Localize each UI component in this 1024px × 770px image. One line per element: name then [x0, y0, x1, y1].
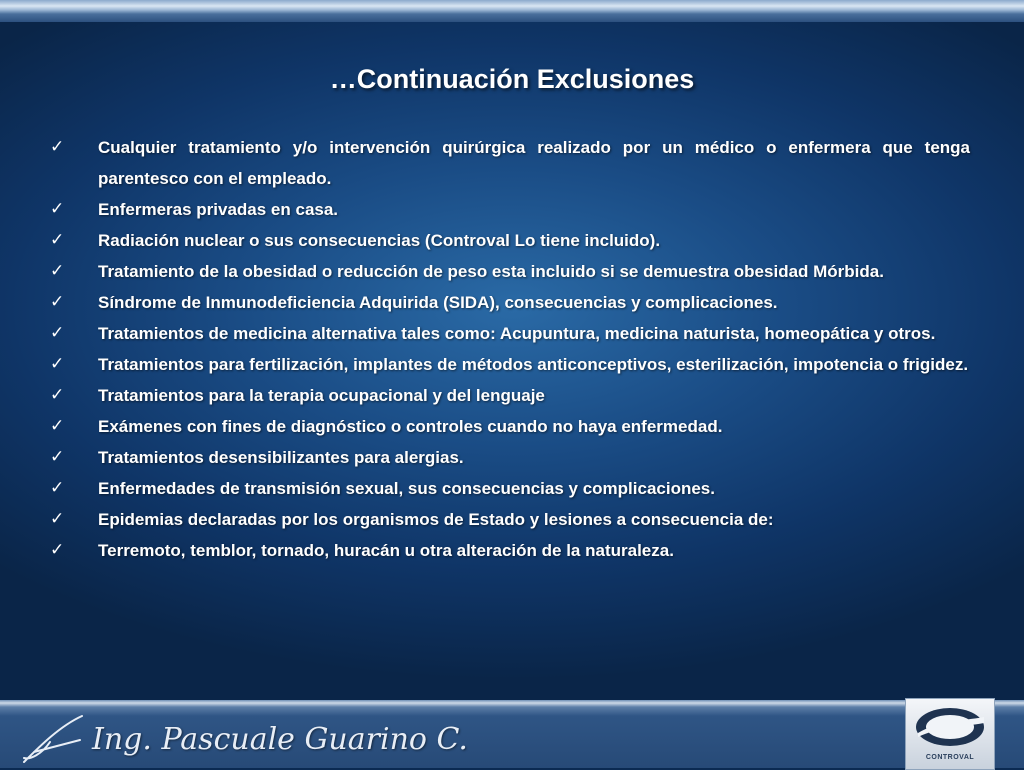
checkmark-icon: ✓ — [50, 261, 65, 281]
list-item — [50, 504, 970, 535]
checkmark-icon: ✓ — [50, 447, 65, 467]
list-item — [50, 194, 970, 225]
list-item-text: Terremoto, temblor, tornado, huracán u otra alteración de la naturaleza. — [98, 541, 674, 560]
list-item-text: Radiación nuclear o sus consecuencias (Controval Lo tiene incluido). — [98, 231, 661, 250]
list-item — [50, 256, 970, 287]
checkmark-icon: ✓ — [50, 292, 65, 312]
list-item-text: Tratamiento de la obesidad o reducción de peso esta incluido si se demuestra obesidad Mórbida. — [98, 262, 884, 281]
presenter-signature: Ing. Pascuale Guarino C. — [92, 722, 468, 757]
checkmark-icon: ✓ — [50, 137, 65, 157]
list-item — [50, 473, 970, 504]
checkmark-icon: ✓ — [50, 540, 65, 560]
signature-flourish-icon — [20, 712, 100, 766]
list-item — [50, 411, 970, 442]
list-item-text: Tratamientos para la terapia ocupacional y del lenguaje — [98, 386, 545, 405]
list-item — [50, 380, 970, 411]
list-item-text: Tratamientos para fertilización, implantes de métodos anticonceptivos, esterilización, impotencia o frigidez. — [98, 355, 969, 374]
list-item — [50, 442, 970, 473]
checkmark-icon: ✓ — [50, 323, 65, 343]
checkmark-icon: ✓ — [50, 354, 65, 374]
list-item-text: Tratamientos de medicina alternativa tales como: Acupuntura, medicina naturista, homeopática y otros. — [98, 324, 936, 343]
checkmark-icon: ✓ — [50, 509, 65, 529]
checkmark-icon: ✓ — [50, 416, 65, 436]
list-item-text: Síndrome de Inmunodeficiencia Adquirida (SIDA), consecuencias y complicaciones. — [98, 293, 778, 312]
list-item-text: Epidemias declaradas por los organismos de Estado y lesiones a consecuencia de: — [98, 510, 774, 529]
list-item — [50, 225, 970, 256]
brand-name: CONTROVAL — [925, 754, 975, 761]
brand-box — [905, 698, 995, 770]
list-item — [50, 132, 970, 194]
list-item-text: Cualquier tratamiento y/o intervención quirúrgica realizado por un médico o enfermera que tenga parentesco con el empleado. — [98, 138, 970, 188]
list-item-text: Exámenes con fines de diagnóstico o controles cuando no haya enfermedad. — [98, 417, 723, 436]
checkmark-icon: ✓ — [50, 199, 65, 219]
list-item-text: Tratamientos desensibilizantes para alergias. — [98, 448, 464, 467]
top-decorative-bar — [0, 0, 1024, 22]
list-item — [50, 287, 970, 318]
slide-title: …Continuación Exclusiones — [329, 64, 695, 94]
list-item — [50, 318, 970, 349]
list-item — [50, 349, 970, 380]
list-item-text: Enfermeras privadas en casa. — [98, 200, 339, 219]
controval-logo-icon — [912, 703, 988, 751]
checkmark-icon: ✓ — [50, 385, 65, 405]
checkmark-icon: ✓ — [50, 478, 65, 498]
list-item-text: Enfermedades de transmisión sexual, sus consecuencias y complicaciones. — [98, 479, 715, 498]
checkmark-icon: ✓ — [50, 230, 65, 250]
exclusions-list — [50, 132, 970, 566]
list-item — [50, 535, 970, 566]
